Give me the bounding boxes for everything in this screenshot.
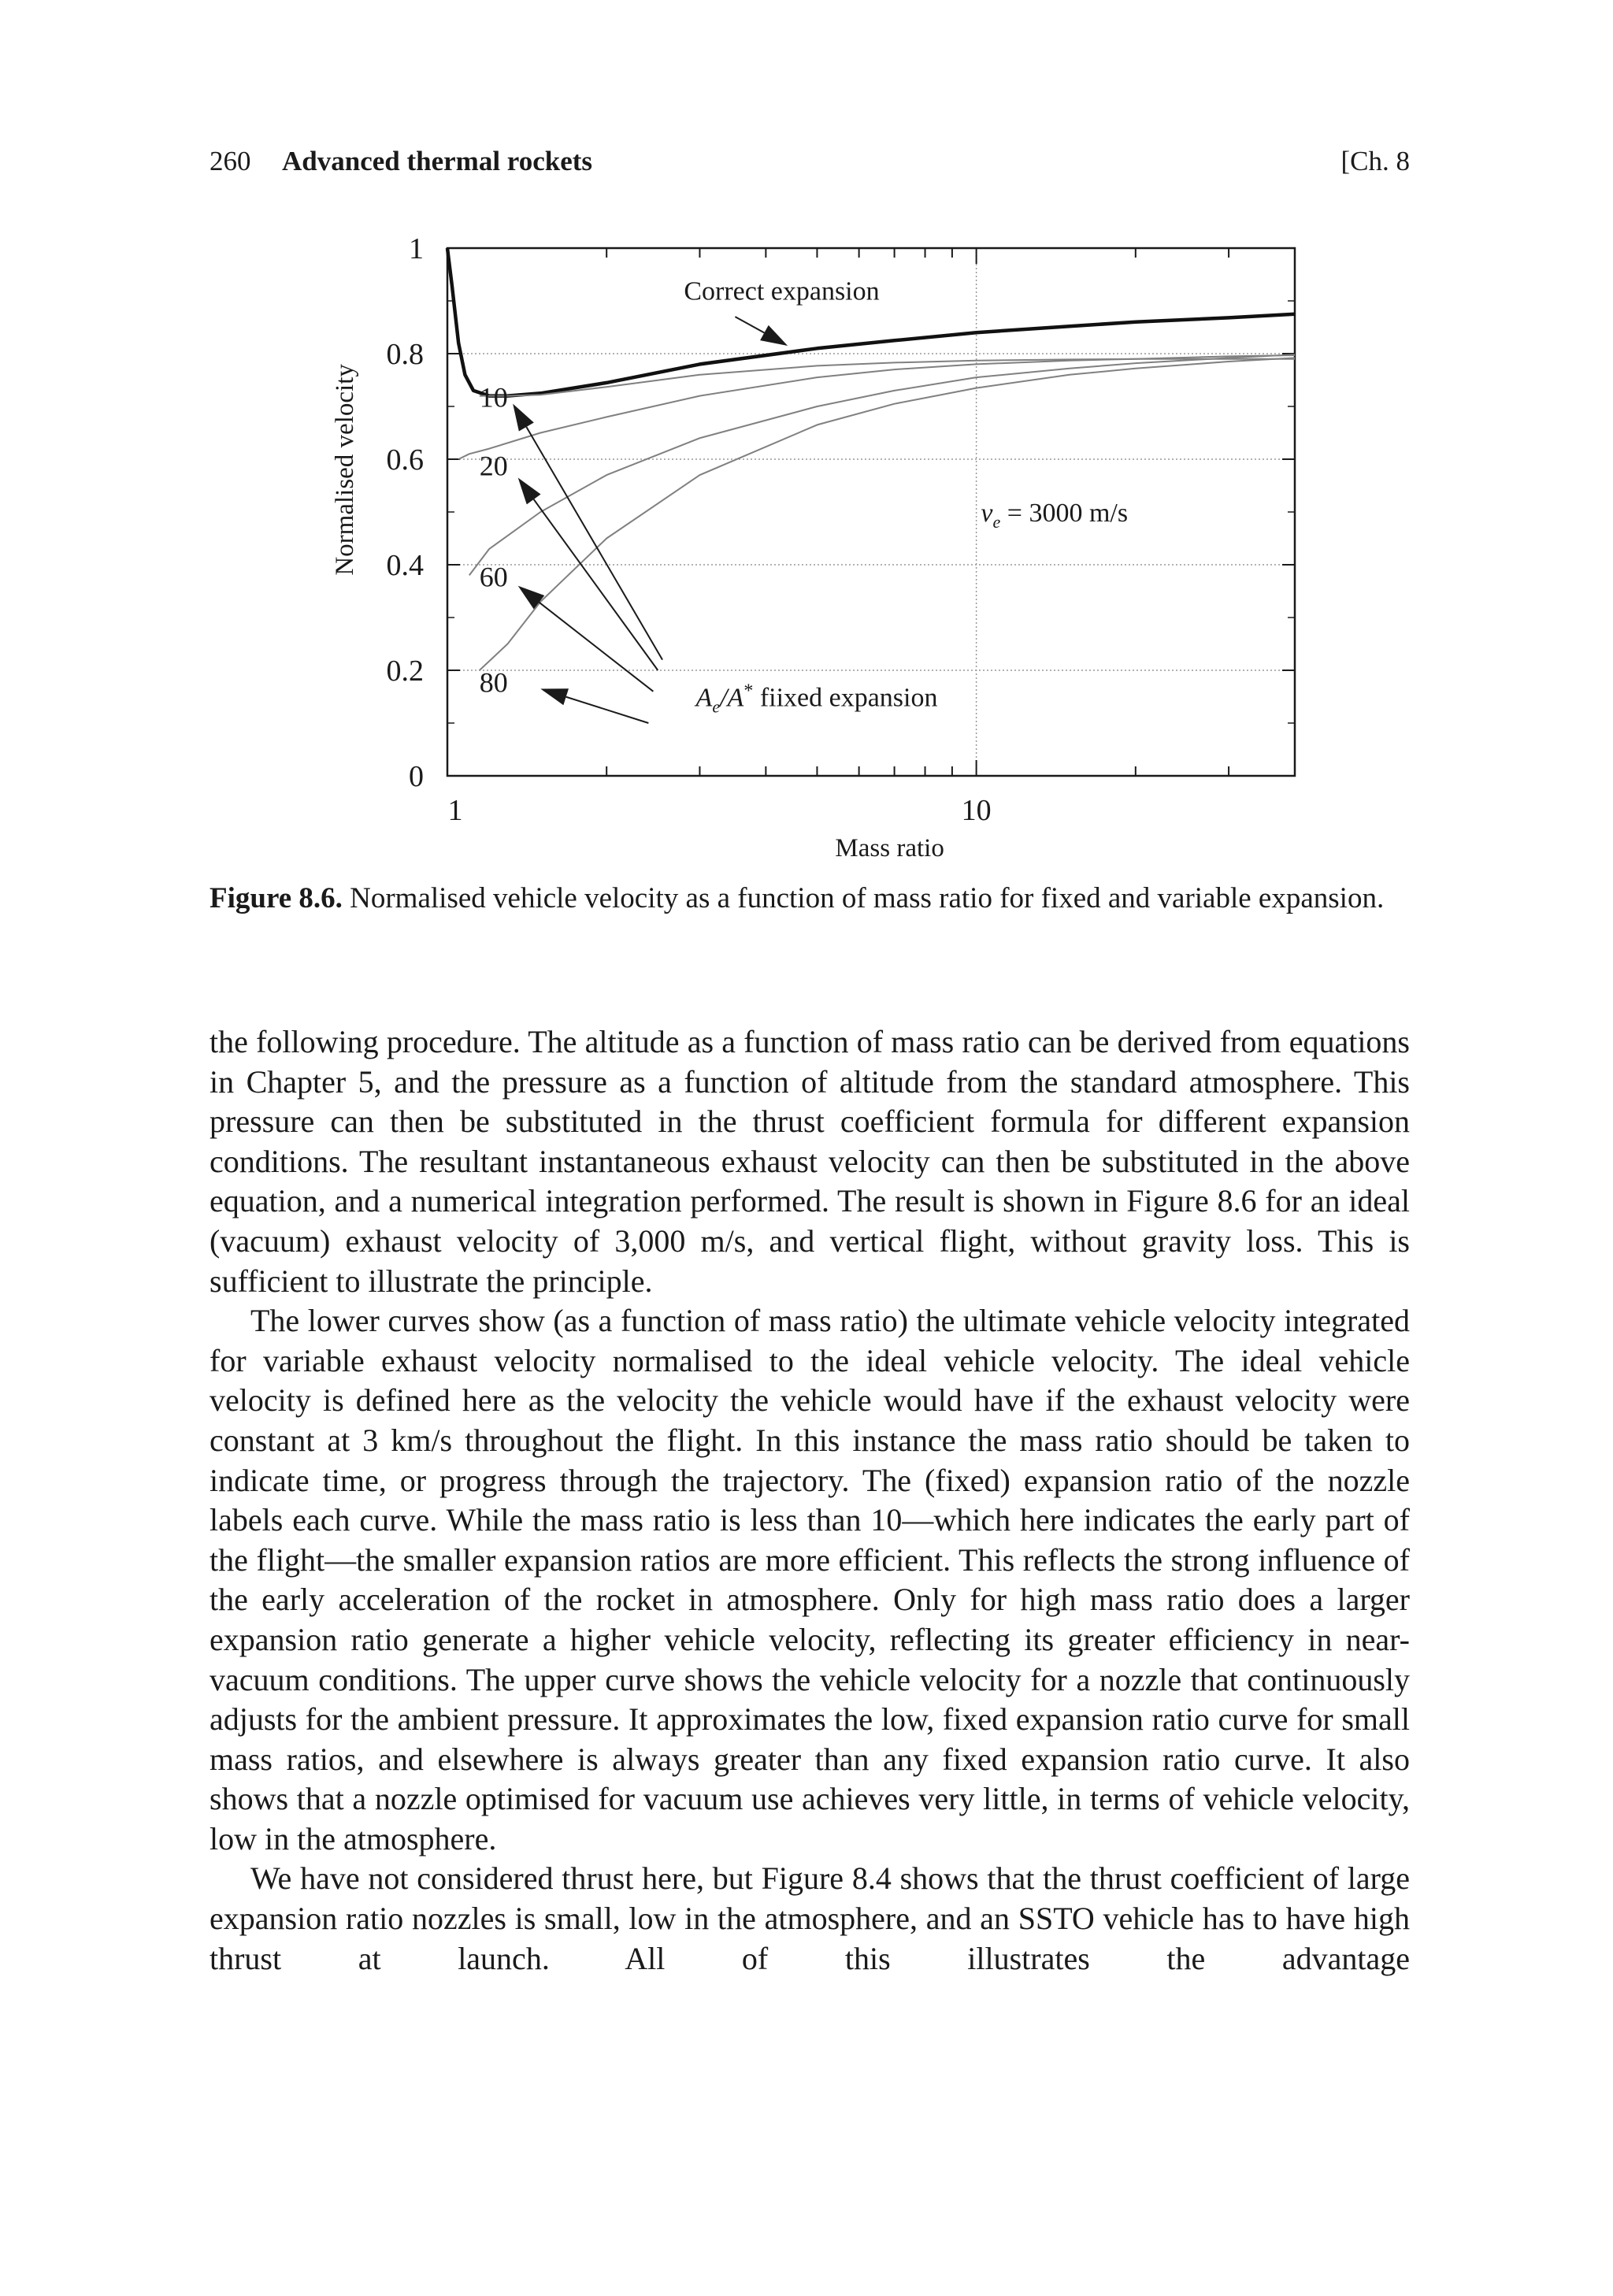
correct-expansion-arrow-shaft [735,317,764,332]
fixed-expansion-arrow-0-head [513,404,534,432]
fixed-expansion-arrow-3-shaft [566,697,649,723]
caption-text: Normalised vehicle velocity as a function of mass ratio for fixed and variable expansion. [342,882,1385,914]
ve-v: v [981,499,993,528]
fixed-expansion-curve-80 [480,358,1295,670]
y-tick-label: 0.4 [386,549,424,582]
y-tick-label: 0.2 [386,655,424,688]
page-header [210,142,1410,181]
body-text [210,1022,1410,1979]
y-axis-title: Normalised velocity [331,364,359,576]
fixed-expansion-arrow-3-head [540,688,569,705]
chapter-reference: [Ch. 8 [1340,146,1410,176]
ve-rest: = 3000 m/s [1000,499,1129,528]
area-ratio-a: A [695,683,713,713]
y-tick-label: 0.8 [386,338,424,371]
fixed-expansion-curve-10 [480,359,1295,396]
exhaust-velocity-label [981,499,1128,532]
y-tick-label: 1 [409,232,424,265]
y-tick-label: 0 [409,760,424,793]
curve-label-10: 10 [479,381,508,414]
curve-label-20: 20 [479,450,508,482]
correct-expansion-arrow-head [760,325,788,346]
fixed-expansion-arrow-2-head [518,586,545,610]
fixed-expansion-curve-20 [458,355,1295,459]
running-title: Advanced thermal rockets [282,146,593,176]
figure-label: Figure 8.6. [210,882,343,914]
fixed-expansion-arrow-1-head [518,477,541,504]
fixed-expansion-suffix: fiixed expansion [753,683,938,713]
correct-expansion-curve [447,248,1295,396]
fixed-expansion-label [695,681,938,717]
page-number: 260 [210,146,251,176]
paragraph: We have not considered thrust here, but Figure 8.4 shows that the thrust coefficient of large expansion ratio nozzles is small, low in the atmosphere, and an SSTO vehicle has to have high thrust at launch. All of this illustrates the advantage [210,1860,1410,1976]
curve-label-60: 60 [479,561,508,593]
y-tick-label: 0.6 [386,443,424,477]
figure-caption [210,880,1410,917]
paragraph: the following procedure. The altitude as a function of mass ratio can be derived from equations in Chapter 5, and the pressure as a function of altitude from the standard atmosphere. This pressure can then be substituted in the thrust coefficient formula for different expansion conditions. The resultant instantaneous exhaust velocity can then be substituted in the above equation, and a numerical integration performed. The result is shown in Figure 8.6 for an ideal (vacuum) exhaust velocity of 3,000 m/s, and vertical flight, without gravity loss. This is sufficient to illustrate the principle. [210,1024,1410,1299]
paragraph: The lower curves show (as a function of mass ratio) the ultimate vehicle velocity integrated for variable exhaust velocity normalised to the ideal vehicle velocity. The ideal vehicle velocity is defined here as the velocity the vehicle would have if the exhaust velocity were constant at 3 km/s throughout the flight. In this instance the mass ratio should be taken to indicate time, or progress through the trajectory. The (fixed) expansion ratio of the nozzle labels each curve. While the mass ratio is less than 10—which here indicates the early part of the flight—the smaller expansion ratios are more efficient. This reflects the strong influence of the early acceleration of the rocket in atmosphere. Only for high mass ratio does a larger expansion ratio generate a higher vehicle velocity, reflecting its greater efficiency in near-vacuum conditions. The upper curve shows the vehicle velocity for a nozzle that continuously adjusts for the ambient pressure. It approximates the low, fixed expansion ratio curve for small mass ratios, and elsewhere is always greater than any fixed expansion ratio curve. It also shows that a nozzle optimised for vacuum use achieves very little, in terms of vehicle velocity, low in the atmosphere. [210,1303,1410,1856]
x-tick-label: 1 [447,794,463,827]
correct-expansion-label: Correct expansion [684,276,880,306]
fixed-expansion-arrow-1-shaft [534,499,658,670]
x-axis-title: Mass ratio [835,834,944,862]
curve-label-80: 80 [479,666,508,699]
area-ratio-rest: /A [720,683,744,713]
area-ratio-star: * [743,681,754,702]
area-ratio-sub: e [712,696,721,717]
ve-sub: e [992,512,1001,532]
figure-8-6-chart [299,224,1307,878]
x-tick-label: 10 [961,794,992,827]
